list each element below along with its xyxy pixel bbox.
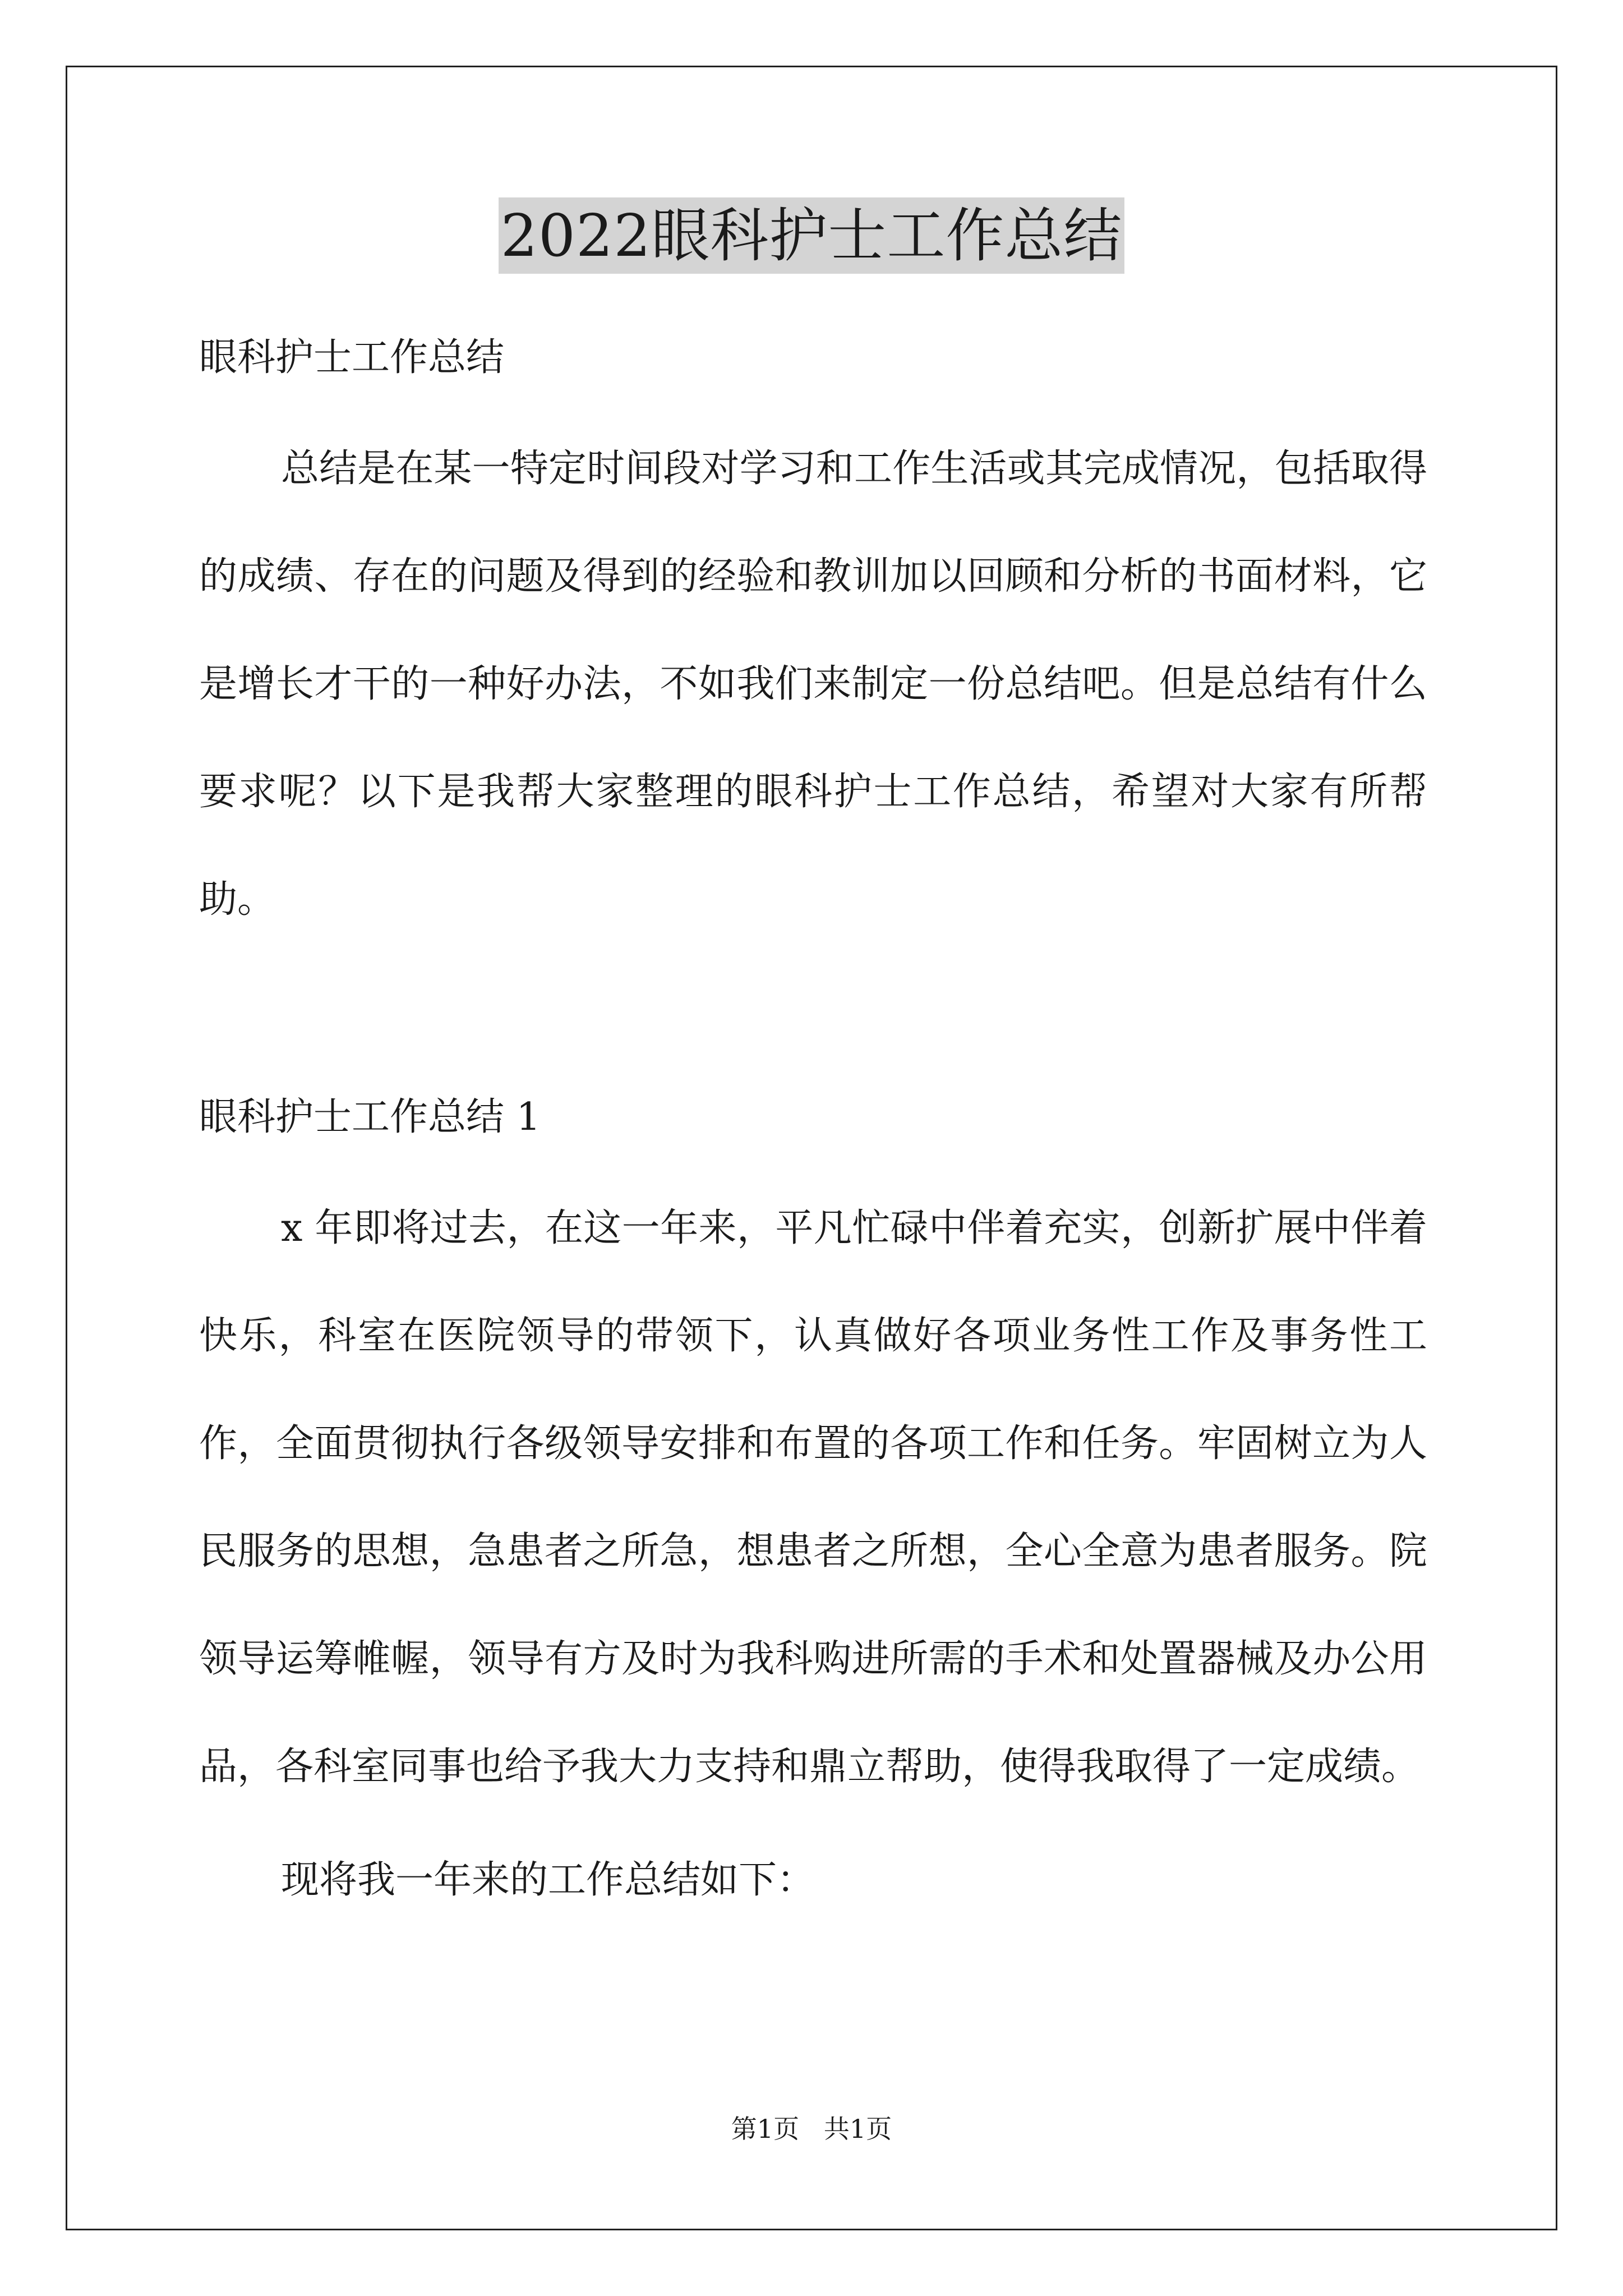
title-container: [0, 197, 1623, 274]
spacer: [199, 396, 1427, 415]
section1-paragraph: x 年即将过去，在这一年来，平凡忙碌中伴着充实，创新扩展中伴着快乐，科室在医院领导的带领下，认真做好各项业务性工作及事务性工作，全面贯彻执行各级领导安排和布置的各项工作和任务。牢固树立为人民服务的思想，急患者之所急，想患者之所想，全心全意为患者服务。院领导运筹帷幄，领导有方及时为我科购进所需的手术和处置器械及办公用品，各科室同事也给予我大力支持和鼎立帮助，使得我取得了一定成绩。: [199, 1206, 1427, 1789]
intro-paragraph: 总结是在某一特定时间段对学习和工作生活或其完成情况，包括取得的成绩、存在的问题及得到的经验和教训加以回顾和分析的书面材料，它是增长才干的一种好办法，不如我们来制定一份总结吧。但是总结有什么要求呢？以下是我帮大家整理的眼科护士工作总结，希望对大家有所帮助。: [199, 447, 1427, 922]
document-title: 2022眼科护士工作总结: [499, 197, 1125, 274]
spacer: [199, 1821, 1427, 1826]
spacer: [199, 954, 1427, 1079]
section1-heading: 眼科护士工作总结 1: [199, 1095, 541, 1139]
spacer: [199, 1156, 1427, 1175]
document-body: [199, 320, 1427, 1934]
page-number: 第1页 共1页: [731, 2114, 892, 2144]
intro-heading: 眼科护士工作总结: [199, 335, 505, 380]
page-footer: [0, 2109, 1623, 2148]
section1-closing: 现将我一年来的工作总结如下：: [281, 1858, 815, 1902]
